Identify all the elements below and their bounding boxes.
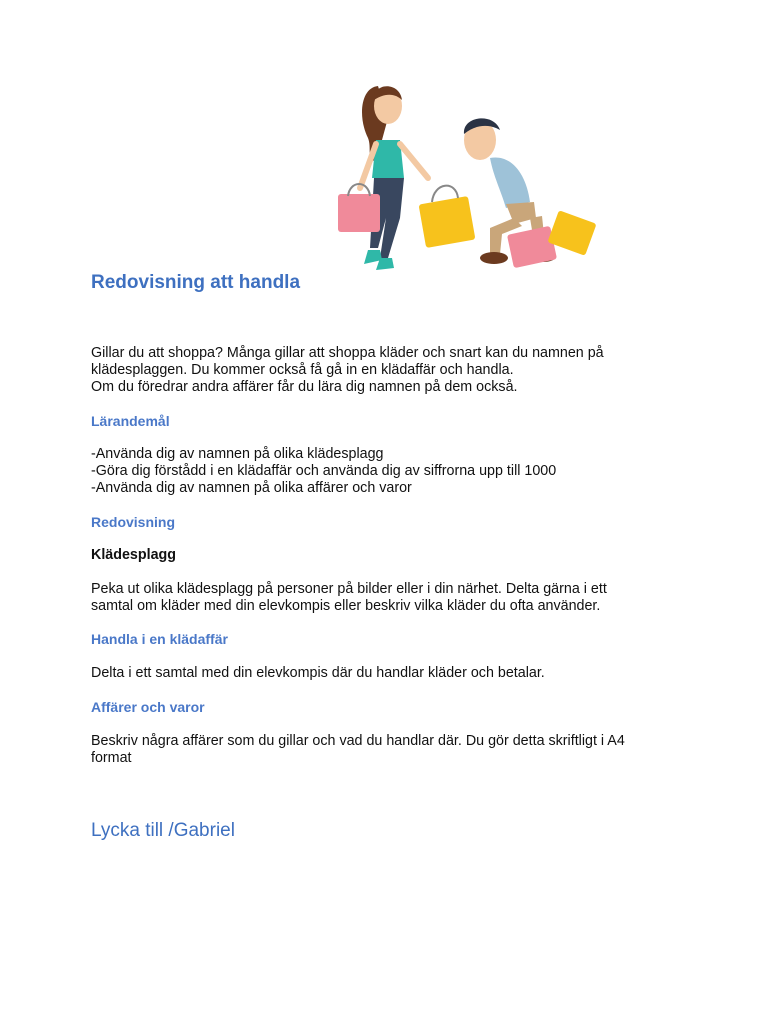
report-heading: Redovisning: [91, 514, 176, 530]
goals-heading: Lärandemål: [91, 413, 170, 429]
intro-paragraph: Gillar du att shoppa? Många gillar att shoppa kläder och snart kan du namnen på klädesplaggen. Du kommer också få gå in en klädaffär och handla. Om du föredrar andra affärer får du lära dig namnen på dem också.: [91, 345, 604, 395]
shop-paragraph: Delta i ett samtal med din elevkompis där du handlar kläder och betalar.: [91, 665, 545, 681]
signoff: Lycka till /Gabriel: [91, 820, 235, 841]
stores-paragraph: Beskriv några affärer som du gillar och vad du handlar där. Du gör detta skriftligt i A4 format: [91, 733, 625, 766]
document-title: Redovisning att handla: [91, 272, 301, 293]
clothes-paragraph: Peka ut olika klädesplagg på personer på bilder eller i din närhet. Delta gärna i ett samtal om kläder med din elevkompis eller beskriv vilka kläder du ofta använder.: [91, 581, 607, 614]
pink-bag-man-icon: [507, 226, 557, 268]
man-figure: [464, 118, 597, 268]
stores-heading: Affärer och varor: [91, 699, 205, 715]
yellow-bag-icon: [419, 196, 476, 248]
shopping-couple-illustration: [330, 78, 610, 278]
shop-heading: Handla i en klädaffär: [91, 631, 228, 647]
goals-list: -Använda dig av namnen på olika klädesplagg -Göra dig förstådd i en klädaffär och använda dig av siffrorna upp till 1000 -Använda dig av namnen på olika affärer och varor: [91, 446, 557, 496]
woman-figure: [338, 86, 475, 270]
pink-bag-icon: [338, 194, 380, 232]
clothes-heading: Klädesplagg: [91, 547, 177, 563]
